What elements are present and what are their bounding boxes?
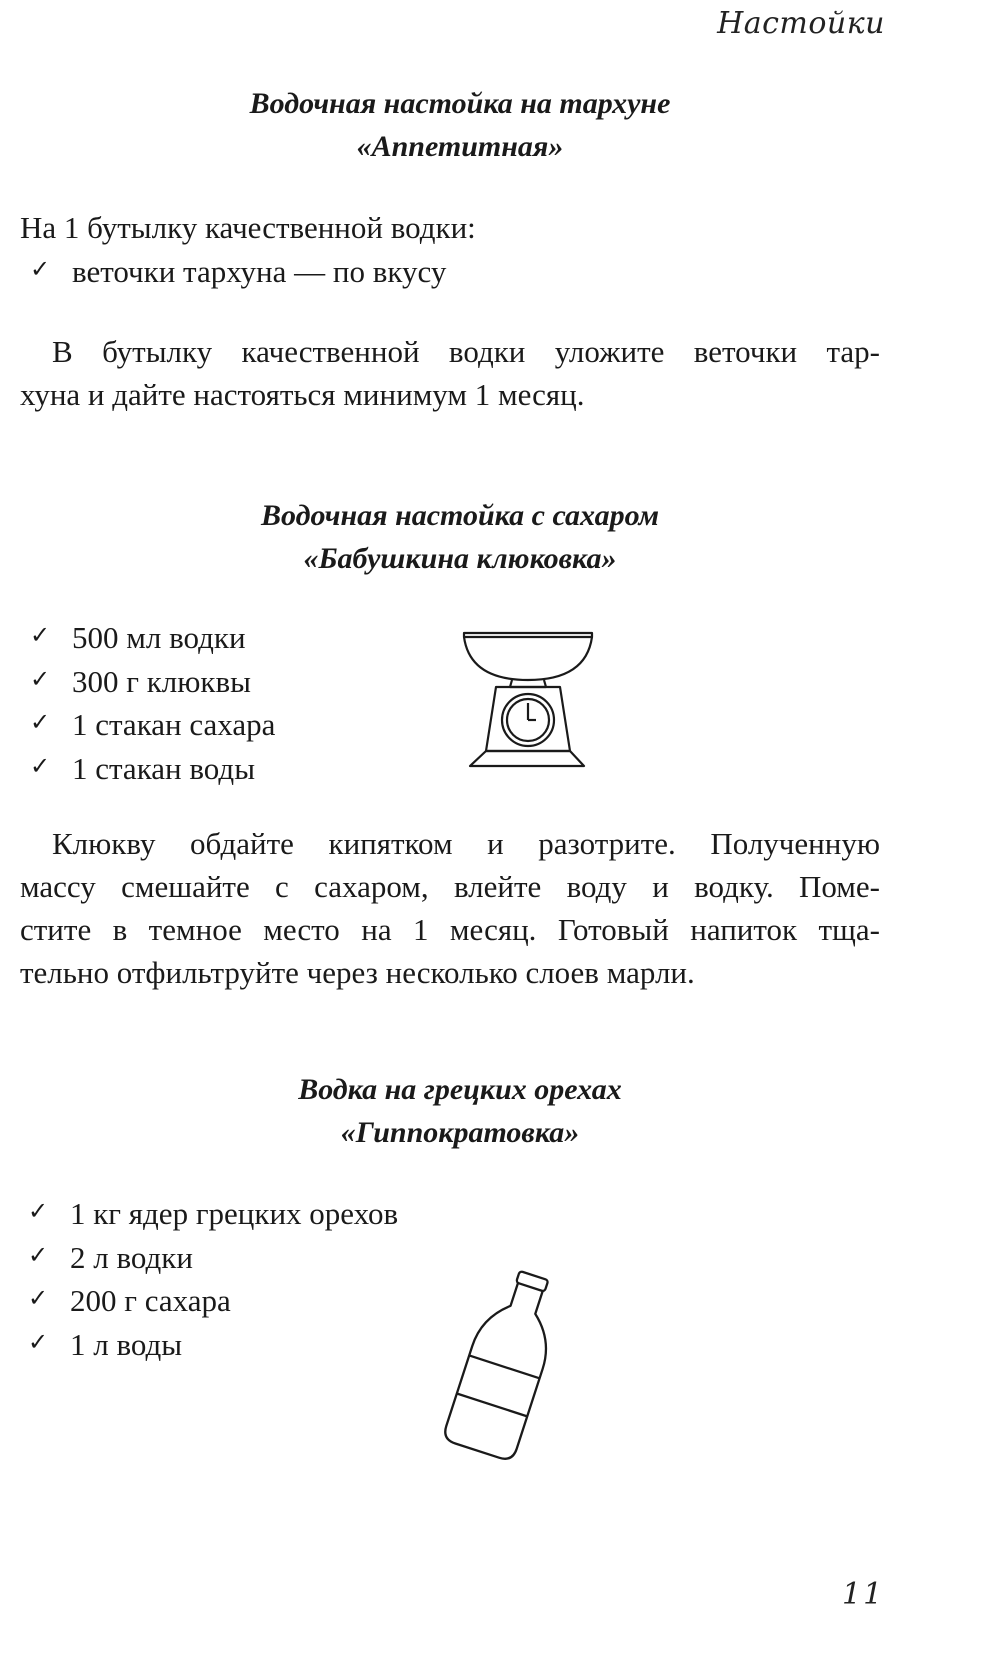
recipe-2-instructions (20, 822, 880, 994)
check-icon: ✓ (30, 664, 51, 693)
recipe-1-instructions (20, 330, 880, 416)
instruction-line: Клюкву обдайте кипятком и разотрите. Полученную (52, 826, 880, 861)
ingredient-text: 1 стакан сахара (72, 707, 276, 742)
ingredient-item (18, 1279, 398, 1323)
check-icon: ✓ (28, 1197, 49, 1225)
ingredient-item (18, 1192, 398, 1236)
recipe-2-title-line2: «Бабушкина клюковка» (303, 542, 617, 575)
ingredient-text: 1 кг ядер грецких орехов (70, 1196, 399, 1231)
recipe-1-intro: На 1 бутылку качественной водки: (20, 210, 476, 245)
instruction-line: хуна и дайте настояться минимум 1 месяц. (20, 377, 585, 412)
recipe-2-ingredients (20, 616, 275, 790)
recipe-3-title-line1: Водка на грецких орехах (298, 1073, 622, 1106)
ingredient-text: 500 мл водки (72, 620, 246, 655)
ingredient-item (20, 660, 275, 704)
instruction-line: стите в темное место на 1 месяц. Готовый напиток тща- (20, 912, 880, 947)
instruction-line: тельно отфильтруйте через несколько слоев марли. (20, 955, 695, 990)
ingredient-item (18, 1236, 398, 1280)
ingredient-item (20, 616, 275, 660)
ingredient-item (20, 250, 446, 294)
recipe-1-title-line1: Водочная настойка на тархуне (249, 87, 671, 120)
recipe-3-title (0, 1068, 920, 1154)
ingredient-item (20, 747, 275, 791)
ingredient-text: 2 л водки (70, 1239, 193, 1275)
ingredient-text: 1 л воды (70, 1326, 183, 1362)
recipe-1-title (0, 82, 920, 168)
check-icon: ✓ (28, 1240, 49, 1269)
ingredient-item (18, 1323, 398, 1367)
instruction-line: массу смешайте с сахаром, влейте воду и водку. Поме- (20, 869, 880, 904)
kitchen-scale-icon (460, 625, 595, 770)
recipe-1-ingredients (20, 250, 446, 294)
recipe-3-title-line2: «Гиппократовка» (340, 1116, 580, 1149)
page-number: 11 (842, 1577, 885, 1612)
check-icon: ✓ (28, 1327, 49, 1356)
running-head: Настойки (717, 6, 885, 41)
check-icon: ✓ (30, 708, 51, 736)
check-icon: ✓ (28, 1284, 49, 1312)
recipe-2-title (0, 494, 920, 580)
ingredient-text: 200 г сахара (70, 1283, 231, 1318)
instruction-line: В бутылку качественной водки уложите веточки тар- (52, 334, 880, 369)
check-icon: ✓ (30, 751, 51, 780)
ingredient-item (20, 703, 275, 747)
ingredient-text: 1 стакан воды (72, 750, 256, 786)
ingredient-text: 300 г клюквы (72, 663, 251, 699)
recipe-3-ingredients (18, 1192, 398, 1366)
ingredient-text: веточки тархуна — по вкусу (72, 254, 447, 289)
recipe-2-title-line1: Водочная настойка с сахаром (261, 499, 659, 532)
recipe-1-title-line2: «Аппетитная» (356, 130, 564, 163)
check-icon: ✓ (30, 621, 51, 649)
check-icon: ✓ (30, 255, 51, 283)
bottle-icon (440, 1265, 570, 1465)
